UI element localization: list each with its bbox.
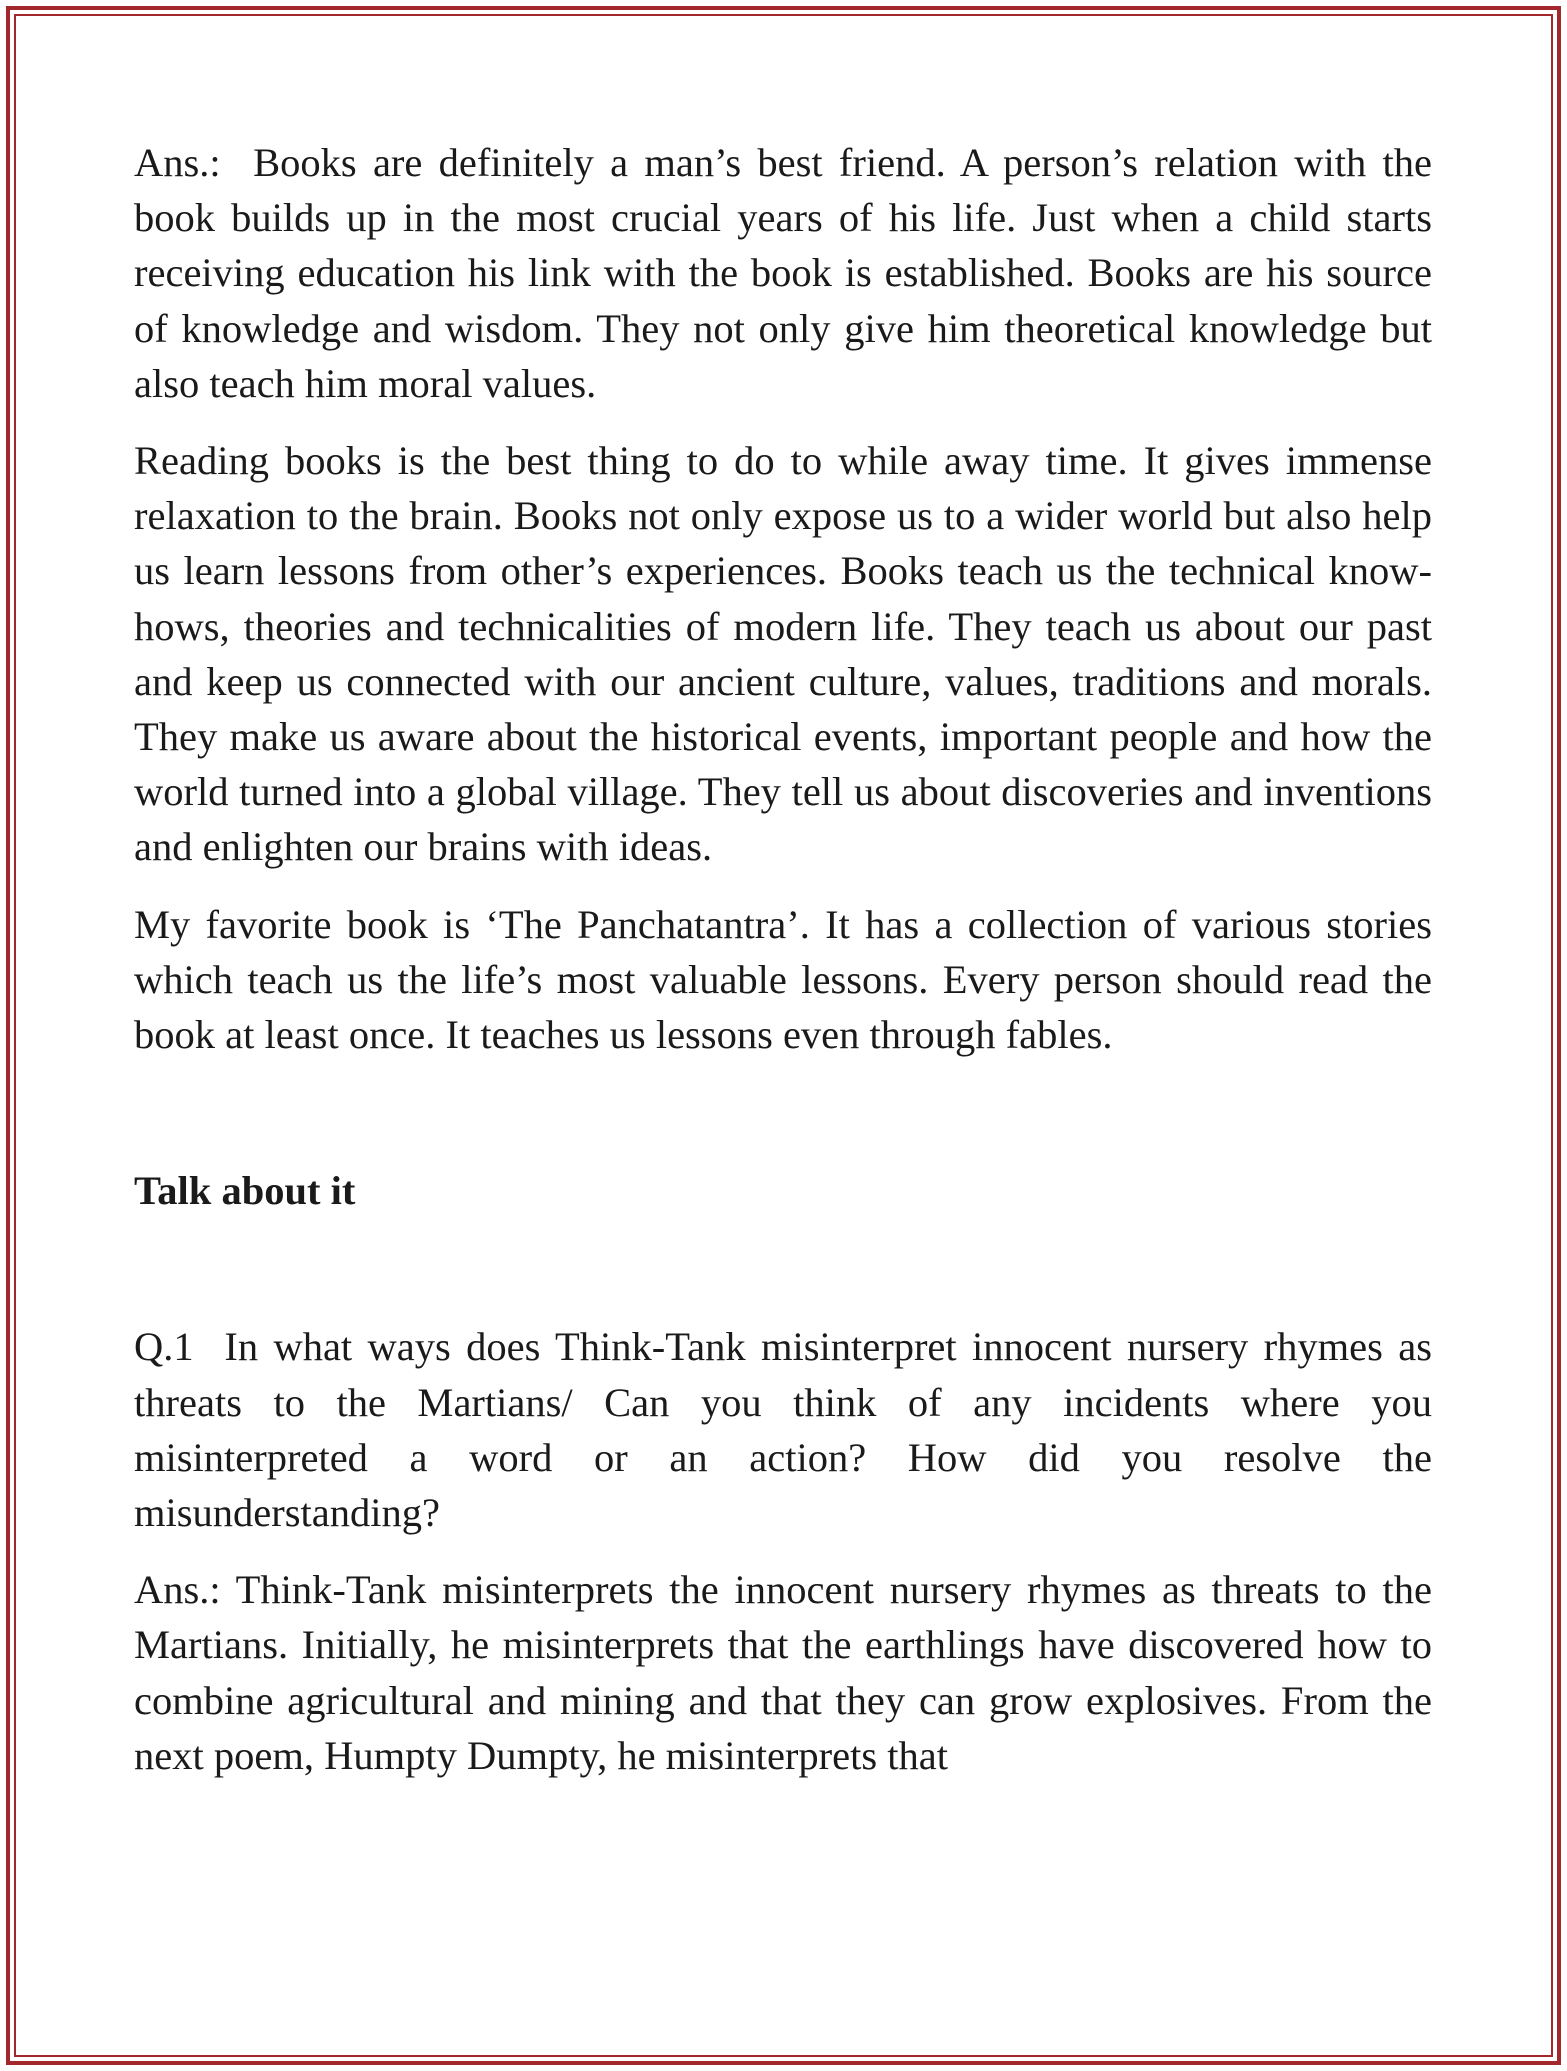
- answer-question-1: Ans.: Think-Tank misinterprets the innocent nursery rhymes as threats to the Martians. Initially, he misinterprets that the earthlings have discovered how to combine agricultural and mining and that they can grow explosives. From the next poem, Humpty Dumpty, he misinterprets that: [134, 1567, 1432, 1778]
- section-spacer: [134, 1218, 1432, 1319]
- paragraph-spacer: [134, 875, 1432, 897]
- answer-paragraph-1: Ans.: Books are definitely a man’s best friend. A person’s relation with the book builds up in the most crucial years of his life. Just when a child starts receiving education his link with the book is established. Books are his source of knowledge and wisdom. They not only give him theoretical knowledge but also teach him moral values.: [134, 140, 1432, 406]
- paragraph-spacer: [134, 1540, 1432, 1562]
- paragraph-favorite-book: My favorite book is ‘The Panchatantra’. It has a collection of various stories which teach us the life’s most valuable lessons. Every person should read the book at least once. It teaches us lessons even through fables.: [134, 901, 1432, 1058]
- document-body: [134, 135, 1432, 1783]
- paragraph-spacer: [134, 411, 1432, 433]
- section-spacer: [134, 1062, 1432, 1163]
- question-1: Q.1 In what ways does Think-Tank misinterpret innocent nursery rhymes as threats to the Martians/ Can you think of any incidents where you misinterpreted a word or an action? How did you resolve the misunderstanding?: [134, 1324, 1432, 1536]
- paragraph-reading-books: Reading books is the best thing to do to while away time. It gives immense relaxation to the brain. Books not only expose us to a wider world but also help us learn lessons from other’s experiences. Books teach us the technical know-hows, theories and technicalities of modern life. They teach us about our past and keep us connected with our ancient culture, values, traditions and morals. They make us aware about the historical events, important people and how the world turned into a global village. They tell us about discoveries and inventions and enlighten our brains with ideas.: [134, 438, 1432, 870]
- section-heading: Talk about it: [134, 1168, 356, 1214]
